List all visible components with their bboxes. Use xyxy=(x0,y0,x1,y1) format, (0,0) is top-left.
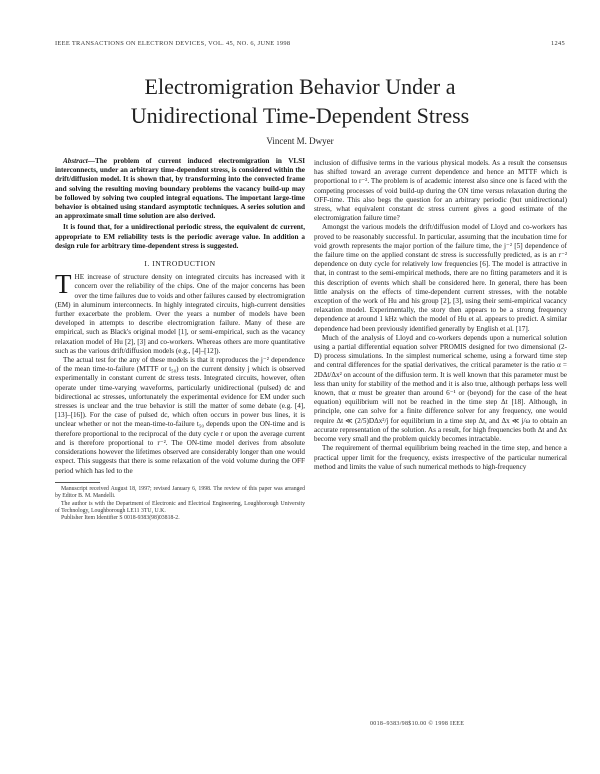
right-paragraph-1: inclusion of diffusive terms in the various physical models. As a result the consensus has shifted toward an average current dependence and hence an MTTF which is proportional to r⁻². The problem is of academic interest also since one is faced with the competing processes of void build-up during the ON time versus relaxation during the OFF-time. This also begs the question for an arbitrary periodic (but unidirectional) stress, what equivalent constant dc stress current gives a good estimate of the electromigration failure time? xyxy=(314,159,567,223)
abstract-label: Abstract— xyxy=(63,157,95,165)
journal-header: IEEE TRANSACTIONS ON ELECTRON DEVICES, VOL. 45, NO. 6, JUNE 1998 xyxy=(55,40,291,47)
abstract-paragraph-2: It is found that, for a unidirectional periodic stress, the equivalent dc current, appropriate to EM reliability tests is the periodic average value. In addition a design rule for arbitrary time-dependent stress is suggested. xyxy=(55,223,305,250)
running-header xyxy=(55,40,565,47)
abstract-text-1: The problem of current induced electromigration in VLSI interconnects, under an arbitrary time-dependent stress, is considered within the drift/diffusion model. It is shown that, by transforming into the convected frame and solving the resulting moving boundary problems the vacancy build-up may be followed by solving two coupled integral equations. The important large-time behavior is obtained using standard asymptotic techniques. A series solution and an approximate small time solution are also derived. xyxy=(55,157,305,221)
right-column xyxy=(314,159,567,729)
right-paragraph-2: Amongst the various models the drift/diffusion model of Lloyd and co-workers has proved to be reasonably successful. In particular, assuming that the incubation time for void growth represents the major portion of the failure time, the j⁻² [5] dependence of the failure time on the applied constant dc stress is successfully predicted, as is an r⁻² dependence on duty cycle for relatively low frequencies [6]. The model is attractive in that, in contrast to the semi-empirical methods, there are no fitting parameters and it is this description of events which shall be considered here. In general, there has been little analysis on the effects of time-dependent current stresses, with the notable exception of the work of Hu and his group [2], [3], using their semi-empirical vacancy relaxation model. Experimentally, the story then appears to be a strong frequency dependence at around 1 kHz which the model of Hu et al. appears to predict. A similar dependence had been previously identified generally by English et al. [17]. xyxy=(314,223,567,333)
footnote-manuscript: Manuscript received August 18, 1997; revised January 6, 1998. The review of this paper was arranged by Editor B. M. Mandelli. xyxy=(55,485,305,500)
intro-paragraph-1-text: HE increase of structure density on integrated circuits has increased with it concern over the reliability of the chips. One of the major concerns has been over the time failures due to voids and other failures caused by electromigration (EM) in aluminum interconnects. In highly integrated circuits, high-current densities further exacerbate the problem. Over the years a number of models have been developed in attempts to describe electromigration failure. Many of these are empirical, such as Black's original model [1], or semi-empirical, such as the vacancy relaxation model of Hu [2], [3] and co-workers. Whereas others are more quantitative such as the various drift/diffusion models (e.g., [4]–[12]). xyxy=(55,273,305,355)
right-paragraph-3: Much of the analysis of Lloyd and co-workers depends upon a numerical solution using a partial differential equation solver PROMIS designed for two dimensional (2-D) process simulations. In the simplest numerical scheme, using a forward time step and central differences for the spatial derivatives, the critical parameter is the ratio α = 2DΔt/Δx² on account of the diffusion term. It is well known that this parameter must be less than unity for stability of the method and it is also true, although perhaps less well known, that α must be greater than around 6⁻¹ or (beyond) for the case of the heat equation) equilibrium will not be reached in the time step Δt [18]. Although, in principle, one can solve for a finite difference solver for any frequency, one would require Δt ≪ (2/5)DΔx²/j for equilibrium in a time step Δt, and Δx ≪ j/ω to obtain an accurate representation of the solution. As a result, for high frequencies both Δt and Δx become very small and the problem quickly becomes intractable. xyxy=(314,333,567,444)
left-column xyxy=(55,157,305,717)
intro-paragraph-1 xyxy=(55,269,305,356)
section-heading-introduction: I. INTRODUCTION xyxy=(144,259,216,269)
copyright-code: 0018–9383/98$10.00 © 1998 IEEE xyxy=(370,721,465,727)
title-line-1: Electromigration Behavior Under a xyxy=(144,74,456,99)
footnote-publisher-id: Publisher Item Identifier S 0018-9383(98)03818-2. xyxy=(61,515,180,522)
intro-paragraph-2: The actual test for the any of these models is that it reproduces the j⁻² dependence of the mean time-to-failure (MTTF or t₅₀) on the current density j which is observed experimentally in constant current dc stress tests. Integrated circuits, however, often operate under time-varying waveforms, particularly unidirectional (pulsed) dc and bidirectional ac stresses, unfortunately the experimental evidence for EM under such stresses is unclear and the true behavior is still the matter of some debate (e.g. [4], [13]–[16]). For the case of pulsed dc, which often occurs in power bus lines, it is unclear whether or not the mean-time-to-failure t₅₀ depends upon the ON-time and is therefore proportional to the reciprocal of the duty cycle r or upon the average current and is therefore proportional to r⁻². The ON-time model derives from absolute considerations however the lifetimes observed are considerably longer than one would expect. This suggests that there is some relaxation of the void volume during the OFF period which has led to the xyxy=(55,356,305,475)
abstract-paragraph-1 xyxy=(55,157,305,221)
right-paragraph-4: The requirement of thermal equilibrium being reached in the time step, and hence a practical upper limit for the frequency, exists irrespective of the particular numerical method and limits the value of such numerical methods to high-frequency xyxy=(314,444,567,471)
footnote-divider xyxy=(55,482,100,483)
footnote-affiliation: The author is with the Department of Electronic and Electrical Engineering, Loughborough University of Technology, Loughborough LE11 3TU, U.K. xyxy=(55,500,305,514)
paper-title xyxy=(40,72,560,130)
drop-cap: T xyxy=(55,269,72,300)
title-line-2: Unidirectional Time-Dependent Stress xyxy=(130,103,470,128)
page-number: 1245 xyxy=(551,40,565,47)
author-name: Vincent M. Dwyer xyxy=(266,136,334,146)
